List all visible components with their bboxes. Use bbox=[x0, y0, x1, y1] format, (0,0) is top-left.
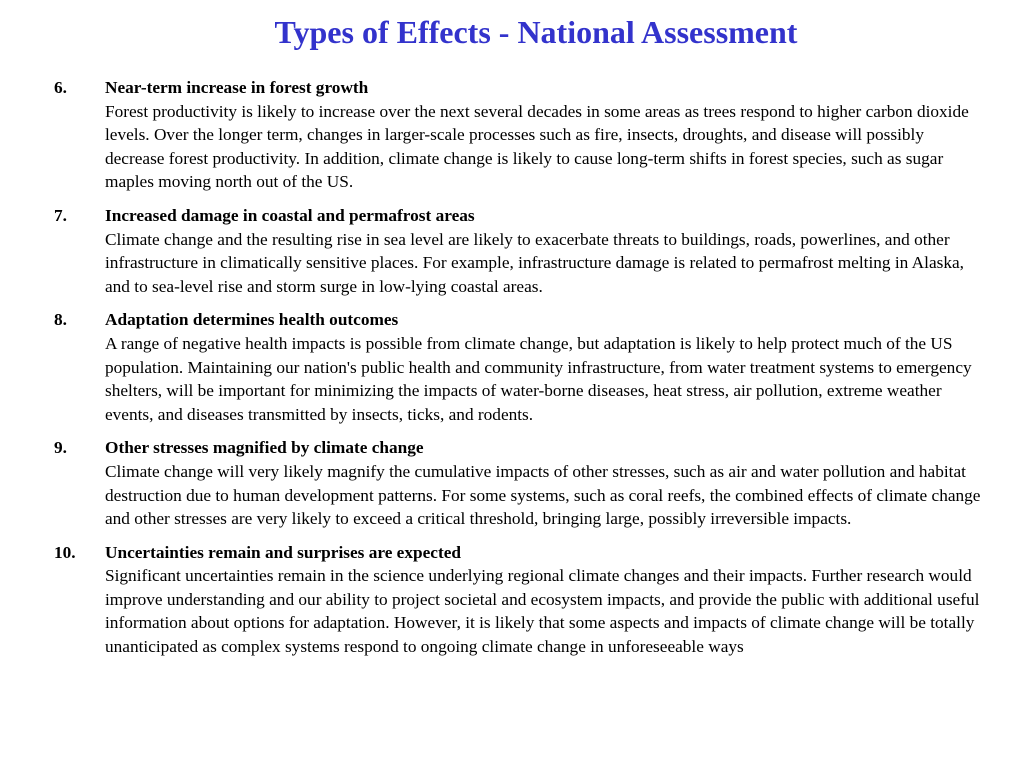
item-number: 6. bbox=[54, 78, 67, 97]
effects-list bbox=[54, 76, 984, 669]
item-heading: Other stresses magnified by climate change bbox=[105, 438, 424, 458]
list-item bbox=[54, 436, 984, 530]
item-number: 8. bbox=[54, 310, 67, 330]
item-content bbox=[105, 308, 984, 426]
slide-title: Types of Effects - National Assessment bbox=[274, 14, 798, 50]
item-body: Climate change and the resulting rise in sea level are likely to exacerbate threats to buildings, roads, powerlines, and other infrastructure in climatically sensitive places. For example, infrastructure damage is related to permafrost melting in Alaska, and to sea-level rise and storm surge in low-lying coastal areas. bbox=[105, 229, 964, 296]
item-body: Climate change will very likely magnify the cumulative impacts of other stresses, such as air and water pollution and habitat destruction due to human development patterns. For some systems, such as coral reefs, the combined effects of climate change and other stresses are very likely to exceed a critical threshold, bringing large, possibly irreversible impacts. bbox=[105, 461, 981, 529]
item-number: 9. bbox=[54, 438, 67, 458]
list-item bbox=[54, 541, 984, 659]
item-body: Significant uncertainties remain in the science underlying regional climate changes and their impacts. Further research would improve understanding and our ability to project societal and ecosystem impacts, and provide the public with additional useful information about options for adaptation. However, it is likely that some aspects and impacts of climate change will be totally unanticipated as complex systems respond to ongoing climate change in unforeseeable ways bbox=[105, 566, 980, 657]
item-body: Forest productivity is likely to increase over the next several decades in some areas as trees respond to higher carbon dioxide levels. Over the longer term, changes in larger-scale processes such as fire, insects, droughts, and disease will possibly decrease forest productivity. In addition, climate change is likely to cause long-term shifts in forest species, such as sugar maples moving north out of the US. bbox=[105, 101, 969, 192]
item-heading: Near-term increase in forest growth bbox=[105, 78, 369, 97]
item-content bbox=[105, 541, 984, 659]
item-content bbox=[105, 76, 984, 194]
item-heading: Increased damage in coastal and permafrost areas bbox=[105, 205, 475, 225]
item-heading: Adaptation determines health outcomes bbox=[105, 310, 399, 330]
item-content bbox=[105, 436, 984, 530]
list-item bbox=[54, 204, 984, 298]
item-content bbox=[105, 204, 984, 298]
item-number: 7. bbox=[54, 205, 67, 225]
item-number: 10. bbox=[54, 542, 76, 562]
item-body: A range of negative health impacts is possible from climate change, but adaptation is likely to help protect much of the US population. Maintaining our nation's public health and community infrastructure, from water treatment systems to emergency shelters, will be important for minimizing the impacts of water-borne diseases, heat stress, air pollution, extreme weather events, and diseases transmitted by insects, ticks, and rodents. bbox=[105, 333, 972, 424]
item-heading: Uncertainties remain and surprises are expected bbox=[105, 542, 461, 562]
list-item bbox=[54, 308, 984, 426]
list-item bbox=[54, 76, 984, 194]
